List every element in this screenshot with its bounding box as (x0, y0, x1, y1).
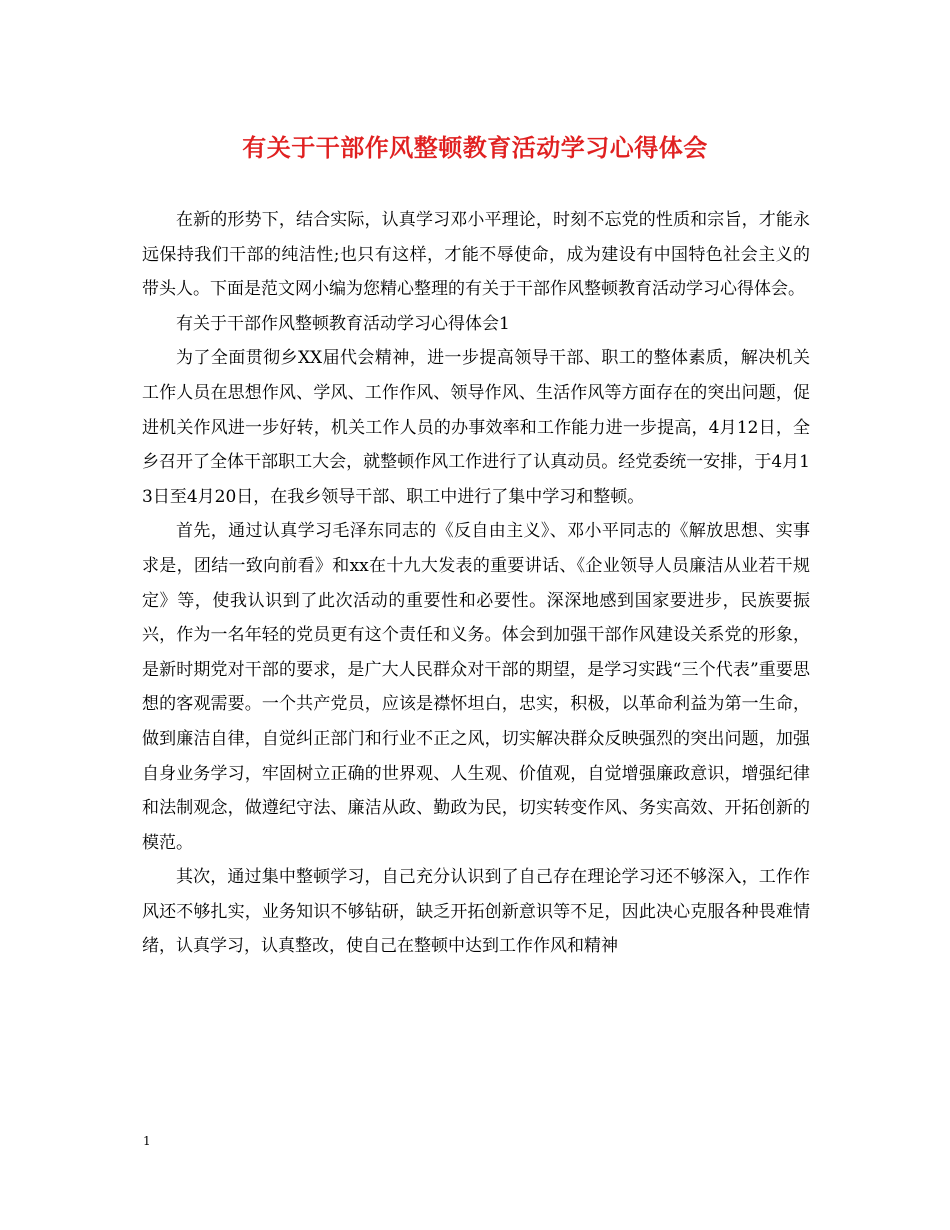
paragraph-2: 首先，通过认真学习毛泽东同志的《反自由主义》、邓小平同志的《解放思想、实事求是，团结一致向前看》和xx在十九大发表的重要讲话、《企业领导人员廉洁从业若干规定》等，使我认识到了此次活动的重要性和必要性。深深地感到国家要进步，民族要振兴，作为一名年轻的党员更有这个责任和义务。体会到加强干部作风建设关系党的形象，是新时期党对干部的要求，是广大人民群众对干部的期望，是学习实践“三个代表”重要思想的客观需要。一个共产党员，应该是襟怀坦白，忠实，积极，以革命利益为第一生命，做到廉洁自律，自觉纠正部门和行业不正之风，切实解决群众反映强烈的突出问题，加强自身业务学习，牢固树立正确的世界观、人生观、价值观，自觉增强廉政意识，增强纪律和法制观念，做遵纪守法、廉洁从政、勤政为民，切实转变作风、务实高效、开拓创新的模范。 (142, 521, 810, 853)
paragraph-subheading: 有关于干部作风整顿教育活动学习心得体会1 (176, 313, 510, 334)
document-body (142, 203, 810, 964)
paragraph-3: 其次，通过集中整顿学习，自己充分认识到了自己存在理论学习还不够深入，工作作风还不够扎实，业务知识不够钻研，缺乏开拓创新意识等不足，因此决心克服各种畏难情绪，认真学习，认真整改，使自己在整顿中达到工作作风和精神 (142, 867, 810, 957)
paragraph-intro: 在新的形势下，结合实际，认真学习邓小平理论，时刻不忘党的性质和宗旨，才能永远保持我们干部的纯洁性;也只有这样，才能不辱使命，成为建设有中国特色社会主义的带头人。下面是范文网小编为您精心整理的有关于干部作风整顿教育活动学习心得体会。 (142, 210, 810, 300)
page-number: 1 (143, 1134, 151, 1148)
document-title: 有关于干部作风整顿教育活动学习心得体会 (242, 133, 708, 162)
paragraph-1: 为了全面贯彻乡XX届代会精神，进一步提高领导干部、职工的整体素质，解决机关工作人员在思想作风、学风、工作作风、领导作风、生活作风等方面存在的突出问题，促进机关作风进一步好转，机关工作人员的办事效率和工作能力进一步提高，4月12日，全乡召开了全体干部职工大会，就整顿作风工作进行了认真动员。经党委统一安排，于4月13日至4月20日，在我乡领导干部、职工中进行了集中学习和整顿。 (142, 348, 810, 507)
